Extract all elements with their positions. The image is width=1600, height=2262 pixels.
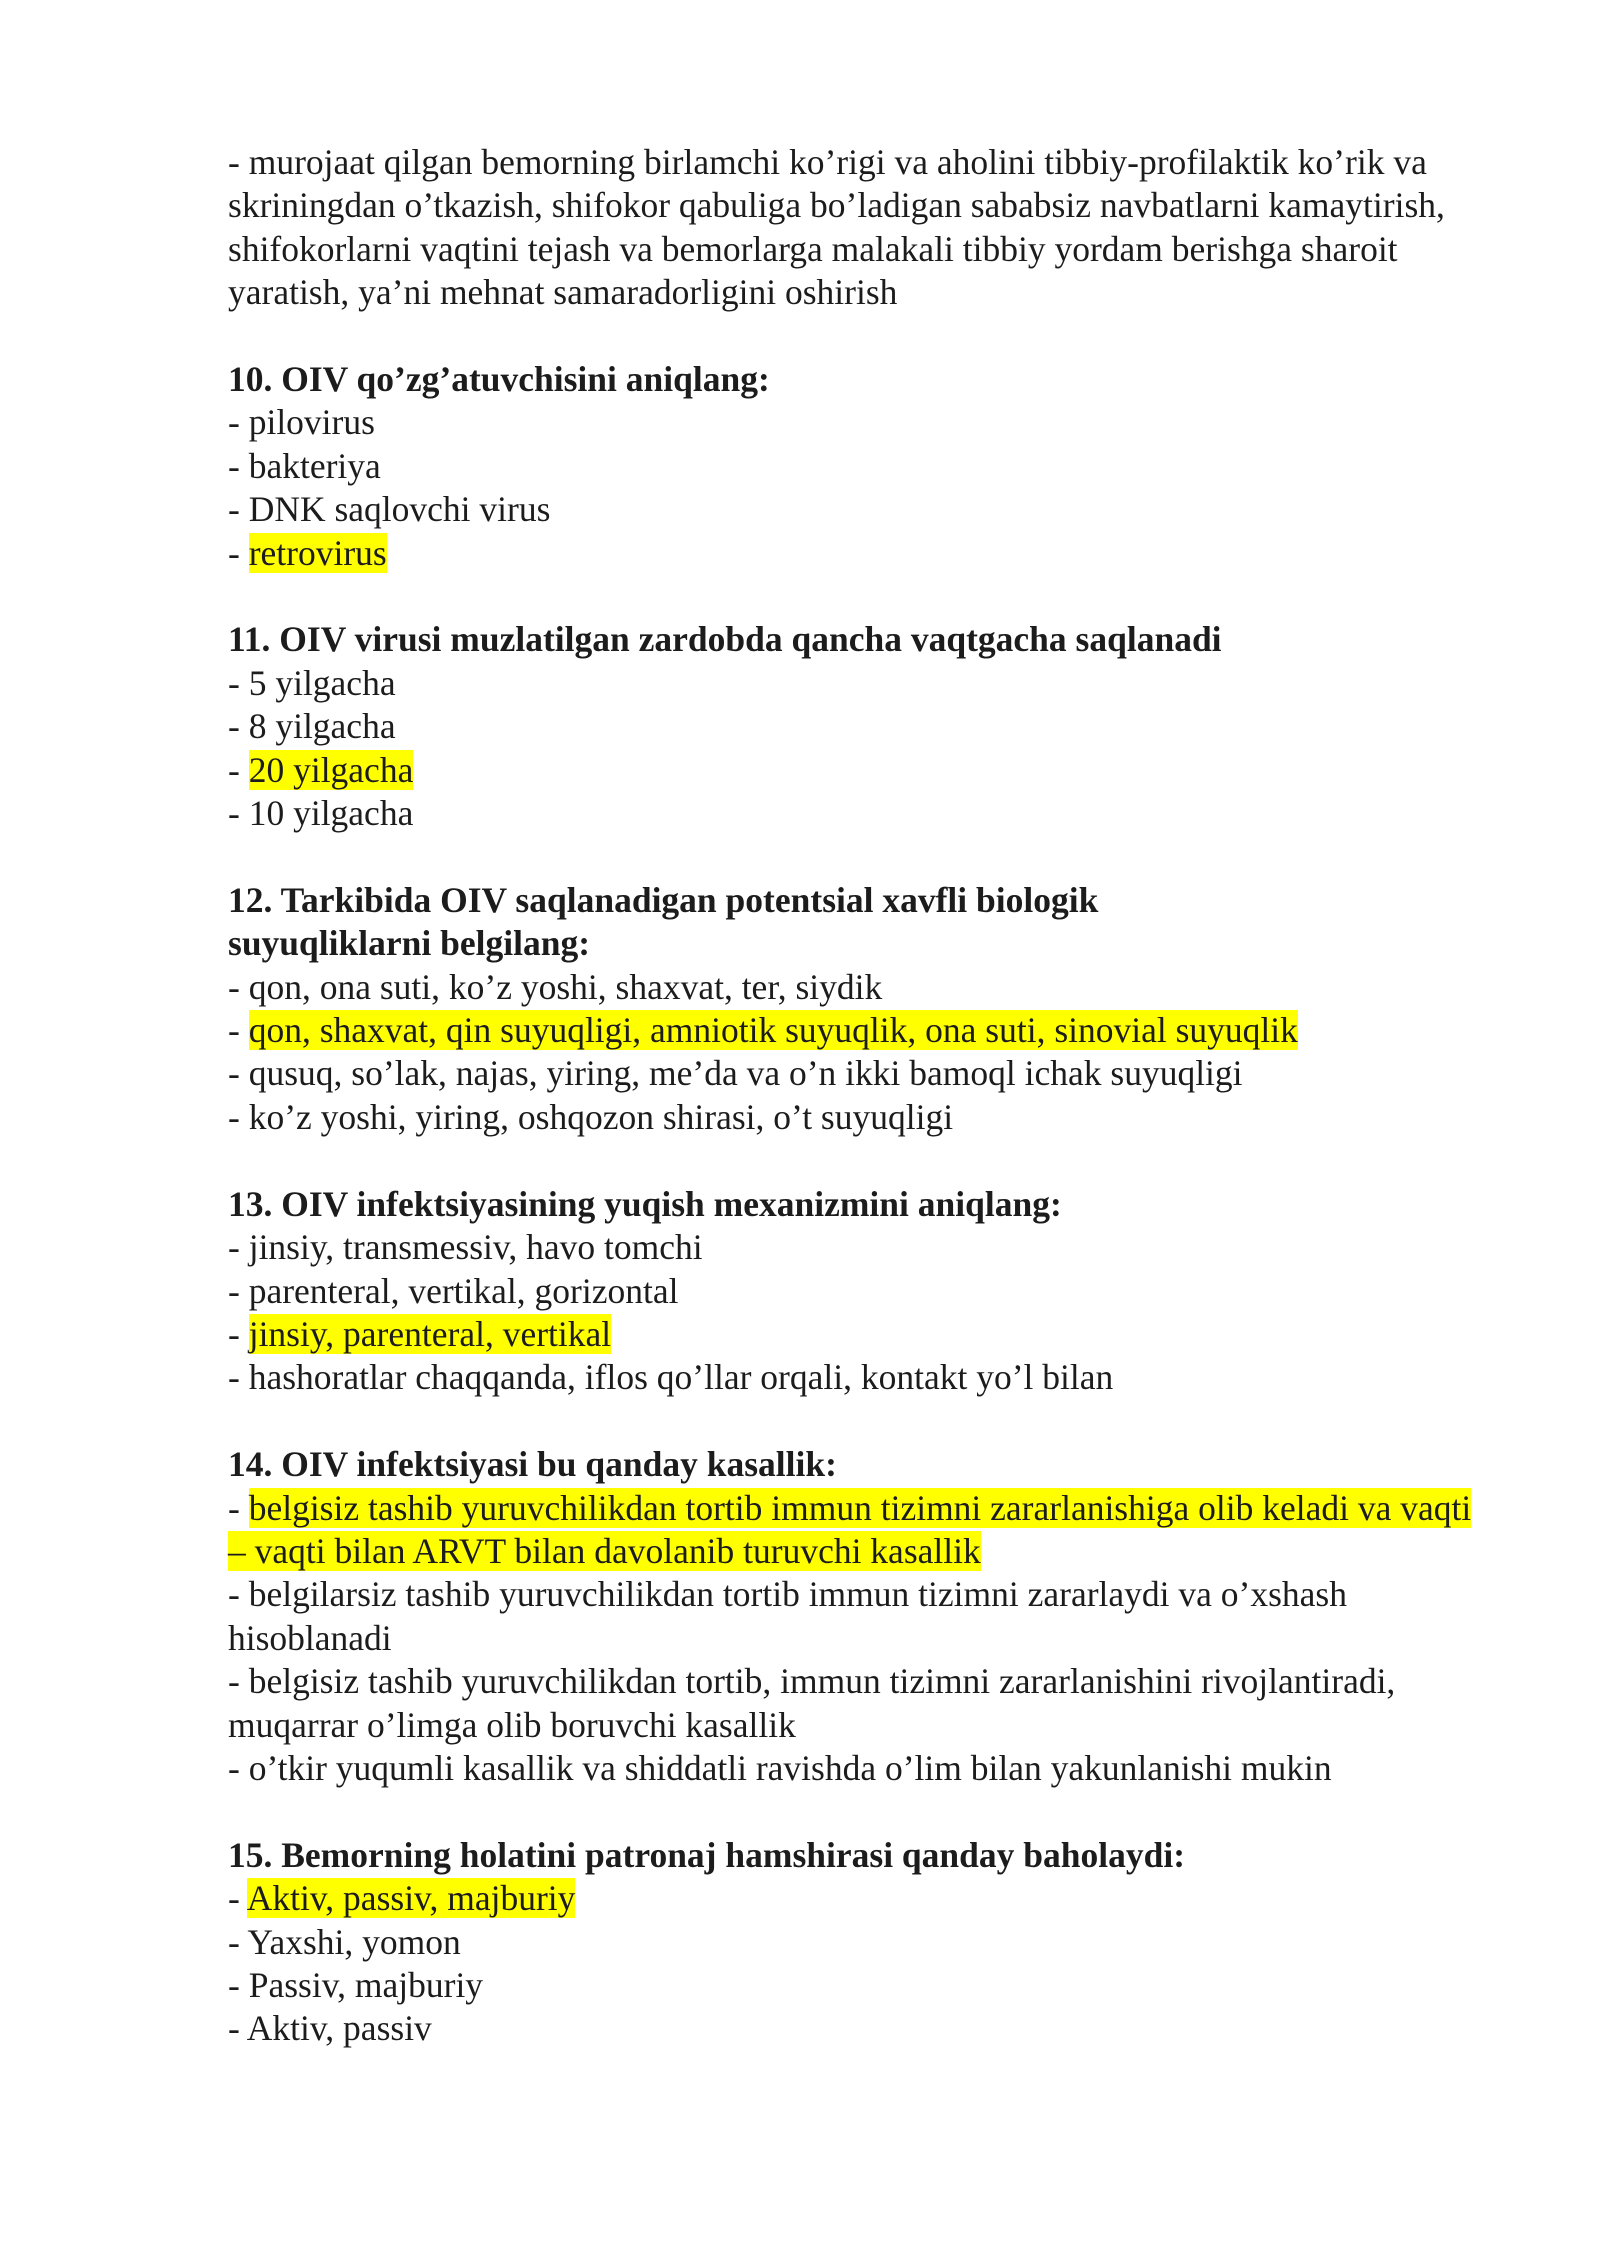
document-page: [228, 141, 1478, 2051]
answer-option: - qusuq, so’lak, najas, yiring, me’da va o’n ikki bamoql ichak suyuqligi: [228, 1053, 1243, 1094]
answer-option-correct: - jinsiy, parenteral, vertikal: [228, 1313, 612, 1354]
question-12: [228, 879, 1478, 1139]
answer-option-correct: - retrovirus: [228, 532, 387, 573]
answer-option: - DNK saqlovchi virus: [228, 489, 551, 530]
answer-option: - o’tkir yuqumli kasallik va shiddatli ravishda o’lim bilan yakunlanishi mukin: [228, 1747, 1332, 1788]
answer-option: - 5 yilgacha: [228, 662, 396, 703]
question-13: [228, 1183, 1478, 1400]
correct-highlight: 20 yilgacha: [248, 749, 414, 790]
question-title: 13. OIV infektsiyasining yuqish mexanizmini aniqlang:: [228, 1183, 1062, 1224]
answer-option-correct: - belgisiz tashib yuruvchilikdan tortib immun tizimni zararlanishiga olib keladi va vaqti – vaqti bilan ARVT bilan davolanib turuvchi kasallik: [228, 1487, 1472, 1571]
intro-paragraph: [228, 141, 1478, 315]
question-title-line-1: 12. Tarkibida OIV saqlanadigan potentsial xavfli biologik: [228, 879, 1099, 920]
question-14: [228, 1443, 1478, 1790]
answer-option: - Passiv, majburiy: [228, 1964, 484, 2005]
answer-option: - 8 yilgacha: [228, 706, 396, 747]
answer-option: - bakteriya: [228, 445, 381, 486]
question-title-line-2: suyuqliklarni belgilang:: [228, 923, 591, 964]
answer-option: - belgisiz tashib yuruvchilikdan tortib, immun tizimni zararlanishini rivojlantiradi, muqarrar o’limga olib boruvchi kasallik: [228, 1661, 1396, 1745]
intro-prefix: -: [228, 142, 249, 182]
question-title: 11. OIV virusi muzlatilgan zardobda qancha vaqtgacha saqlanadi: [228, 619, 1222, 660]
correct-highlight: belgisiz tashib yuruvchilikdan tortib immun tizimni zararlanishiga olib keladi va vaqti – vaqti bilan ARVT bilan davolanib turuvchi kasallik: [228, 1487, 1472, 1571]
question-title: 14. OIV infektsiyasi bu qanday kasallik:: [228, 1444, 837, 1485]
answer-option: - parenteral, vertikal, gorizontal: [228, 1270, 679, 1311]
answer-option: - jinsiy, transmessiv, havo tomchi: [228, 1227, 703, 1268]
intro-text: murojaat qilgan bemorning birlamchi ko’rigi va aholini tibbiy-profilaktik ko’rik va skriningdan o’tkazish, shifokor qabuliga bo’ladigan sababsiz navbatlarni kamaytirish, shifokorlarni vaqtini tejash va bemorlarga malakali tibbiy yordam berishga sharoit yaratish, ya’ni mehnat samaradorligini oshirish: [228, 142, 1445, 313]
correct-highlight: jinsiy, parenteral, vertikal: [248, 1313, 612, 1354]
answer-option: - hashoratlar chaqqanda, iflos qo’llar orqali, kontakt yo’l bilan: [228, 1357, 1114, 1398]
question-15: [228, 1834, 1478, 2051]
question-title: 15. Bemorning holatini patronaj hamshirasi qanday baholaydi:: [228, 1834, 1186, 1875]
correct-highlight: Aktiv, passiv, majburiy: [246, 1878, 576, 1919]
answer-option-correct: - Aktiv, passiv, majburiy: [228, 1878, 576, 1919]
answer-option-correct: - 20 yilgacha: [228, 749, 414, 790]
answer-option: - Aktiv, passiv: [228, 2008, 432, 2049]
question-10: [228, 358, 1478, 575]
answer-option: - Yaxshi, yomon: [228, 1921, 461, 1962]
answer-option: - pilovirus: [228, 402, 375, 443]
correct-highlight: retrovirus: [248, 532, 387, 573]
question-title: 10. OIV qo’zg’atuvchisini aniqlang:: [228, 359, 770, 400]
answer-option: - ko’z yoshi, yiring, oshqozon shirasi, o’t suyuqligi: [228, 1096, 954, 1137]
question-11: [228, 618, 1478, 835]
answer-option: - 10 yilgacha: [228, 793, 414, 834]
answer-option: - qon, ona suti, ko’z yoshi, shaxvat, ter, siydik: [228, 966, 883, 1007]
answer-option-correct: - qon, shaxvat, qin suyuqligi, amniotik suyuqlik, ona suti, sinovial suyuqlik: [228, 1010, 1298, 1051]
answer-option: - belgilarsiz tashib yuruvchilikdan tortib immun tizimni zararlaydi va o’xshash hisoblanadi: [228, 1574, 1347, 1658]
correct-highlight: qon, shaxvat, qin suyuqligi, amniotik suyuqlik, ona suti, sinovial suyuqlik: [248, 1010, 1298, 1051]
